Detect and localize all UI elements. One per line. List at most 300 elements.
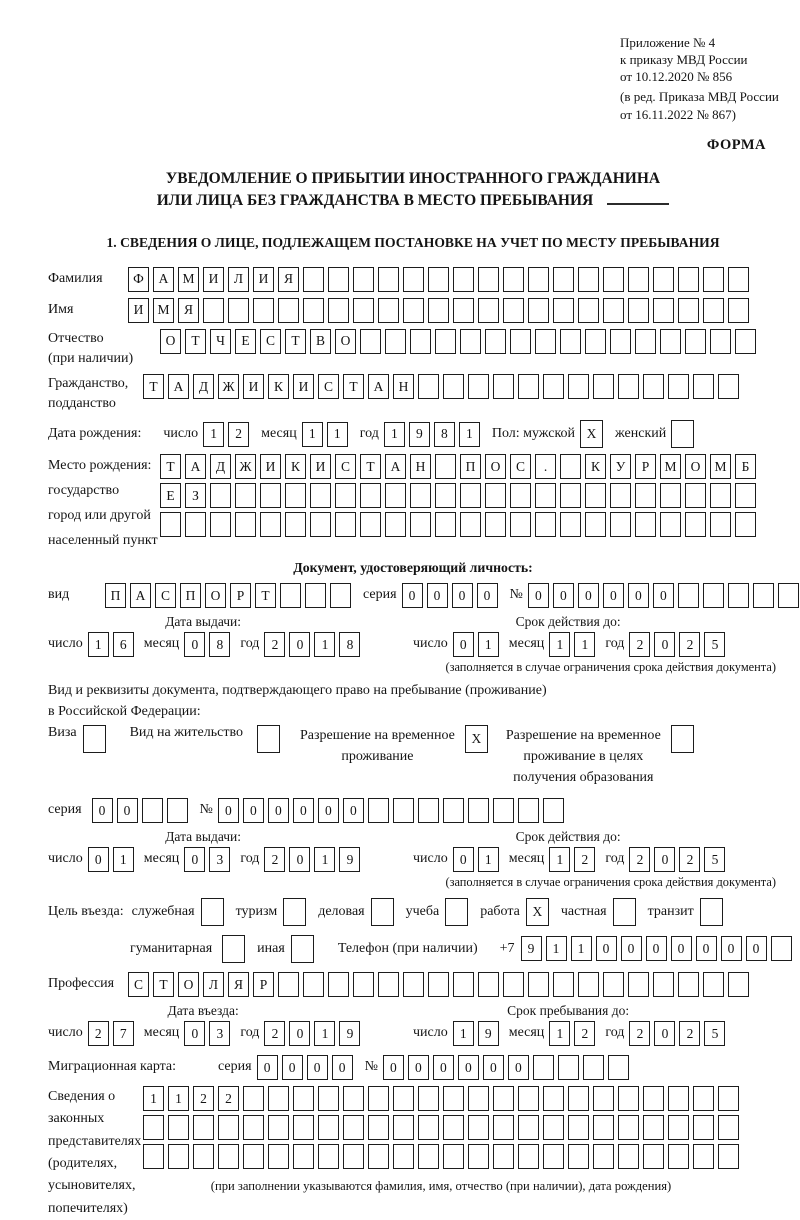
form-cell[interactable]: [435, 329, 456, 354]
form-cell[interactable]: [678, 267, 699, 292]
form-cell[interactable]: 0: [92, 798, 113, 823]
form-cell[interactable]: 0: [218, 798, 239, 823]
form-cell[interactable]: [618, 1086, 639, 1111]
form-cell[interactable]: [608, 1055, 629, 1080]
form-cell[interactable]: [143, 1144, 164, 1169]
form-cell[interactable]: [660, 483, 681, 508]
form-cell[interactable]: [578, 298, 599, 323]
form-cell[interactable]: 1: [314, 632, 335, 657]
form-cell[interactable]: [710, 483, 731, 508]
form-cell[interactable]: [635, 512, 656, 537]
form-cell[interactable]: А: [168, 374, 189, 399]
form-cell[interactable]: 0: [508, 1055, 529, 1080]
form-cell[interactable]: С: [318, 374, 339, 399]
form-cell[interactable]: [418, 798, 439, 823]
form-cell[interactable]: [193, 1115, 214, 1140]
form-cell[interactable]: 1: [571, 936, 592, 961]
form-cell[interactable]: 0: [603, 583, 624, 608]
form-cell[interactable]: [518, 798, 539, 823]
form-cell[interactable]: [378, 972, 399, 997]
form-cell[interactable]: 1: [143, 1086, 164, 1111]
form-cell[interactable]: 2: [679, 847, 700, 872]
form-cell[interactable]: [410, 329, 431, 354]
form-cell[interactable]: [693, 1086, 714, 1111]
form-cell[interactable]: 0: [268, 798, 289, 823]
form-cell[interactable]: [628, 267, 649, 292]
form-cell[interactable]: [418, 1115, 439, 1140]
form-cell[interactable]: [260, 512, 281, 537]
form-cell[interactable]: Т: [285, 329, 306, 354]
form-cell[interactable]: [328, 267, 349, 292]
form-cell[interactable]: [285, 512, 306, 537]
form-cell[interactable]: [303, 267, 324, 292]
form-cell[interactable]: [728, 267, 749, 292]
form-cell[interactable]: 0: [628, 583, 649, 608]
form-cell[interactable]: [735, 329, 756, 354]
form-cell[interactable]: [668, 374, 689, 399]
form-cell[interactable]: [528, 298, 549, 323]
form-cell[interactable]: [728, 972, 749, 997]
form-cell[interactable]: [543, 798, 564, 823]
form-cell[interactable]: [543, 1086, 564, 1111]
form-cell[interactable]: [222, 935, 245, 963]
form-cell[interactable]: 0: [289, 632, 310, 657]
form-cell[interactable]: 0: [483, 1055, 504, 1080]
form-cell[interactable]: 0: [671, 936, 692, 961]
form-cell[interactable]: [167, 798, 188, 823]
form-cell[interactable]: [703, 298, 724, 323]
form-cell[interactable]: [360, 329, 381, 354]
form-cell[interactable]: 1: [168, 1086, 189, 1111]
form-cell[interactable]: [443, 1115, 464, 1140]
form-cell[interactable]: М: [153, 298, 174, 323]
form-cell[interactable]: [168, 1115, 189, 1140]
form-cell[interactable]: 0: [646, 936, 667, 961]
form-cell[interactable]: 3: [209, 847, 230, 872]
form-cell[interactable]: [553, 972, 574, 997]
form-cell[interactable]: Н: [393, 374, 414, 399]
form-cell[interactable]: [335, 512, 356, 537]
form-cell[interactable]: [83, 725, 106, 753]
form-cell[interactable]: О: [205, 583, 226, 608]
form-cell[interactable]: [368, 798, 389, 823]
form-cell[interactable]: 0: [453, 632, 474, 657]
form-cell[interactable]: 0: [621, 936, 642, 961]
form-cell[interactable]: [318, 1144, 339, 1169]
form-cell[interactable]: Ф: [128, 267, 149, 292]
form-cell[interactable]: [735, 483, 756, 508]
form-cell[interactable]: Т: [255, 583, 276, 608]
form-cell[interactable]: [285, 483, 306, 508]
form-cell[interactable]: 2: [629, 1021, 650, 1046]
form-cell[interactable]: Я: [228, 972, 249, 997]
form-cell[interactable]: [360, 483, 381, 508]
form-cell[interactable]: [643, 1144, 664, 1169]
form-cell[interactable]: [453, 298, 474, 323]
form-cell[interactable]: [460, 329, 481, 354]
form-cell[interactable]: X: [580, 420, 603, 448]
form-cell[interactable]: [728, 583, 749, 608]
form-cell[interactable]: 1: [574, 632, 595, 657]
form-cell[interactable]: 5: [704, 632, 725, 657]
form-cell[interactable]: [278, 972, 299, 997]
form-cell[interactable]: 9: [521, 936, 542, 961]
form-cell[interactable]: 0: [654, 632, 675, 657]
form-cell[interactable]: [185, 512, 206, 537]
form-cell[interactable]: [353, 972, 374, 997]
form-cell[interactable]: [610, 329, 631, 354]
form-cell[interactable]: [653, 267, 674, 292]
form-cell[interactable]: [718, 374, 739, 399]
form-cell[interactable]: 5: [704, 1021, 725, 1046]
form-cell[interactable]: [593, 1086, 614, 1111]
form-cell[interactable]: [485, 329, 506, 354]
form-cell[interactable]: С: [155, 583, 176, 608]
form-cell[interactable]: С: [510, 454, 531, 479]
form-cell[interactable]: [385, 483, 406, 508]
form-cell[interactable]: С: [260, 329, 281, 354]
form-cell[interactable]: 0: [402, 583, 423, 608]
form-cell[interactable]: В: [310, 329, 331, 354]
form-cell[interactable]: [253, 298, 274, 323]
form-cell[interactable]: 0: [289, 1021, 310, 1046]
form-cell[interactable]: 3: [209, 1021, 230, 1046]
form-cell[interactable]: [685, 483, 706, 508]
form-cell[interactable]: [418, 1144, 439, 1169]
form-cell[interactable]: [435, 454, 456, 479]
form-cell[interactable]: [703, 583, 724, 608]
form-cell[interactable]: [718, 1115, 739, 1140]
form-cell[interactable]: А: [368, 374, 389, 399]
form-cell[interactable]: З: [185, 483, 206, 508]
form-cell[interactable]: Т: [143, 374, 164, 399]
form-cell[interactable]: Ж: [218, 374, 239, 399]
form-cell[interactable]: 0: [596, 936, 617, 961]
form-cell[interactable]: [493, 1144, 514, 1169]
form-cell[interactable]: С: [335, 454, 356, 479]
form-cell[interactable]: [193, 1144, 214, 1169]
form-cell[interactable]: [493, 374, 514, 399]
form-cell[interactable]: [343, 1086, 364, 1111]
form-cell[interactable]: [603, 298, 624, 323]
form-cell[interactable]: [293, 1144, 314, 1169]
form-cell[interactable]: [583, 1055, 604, 1080]
form-cell[interactable]: [693, 1144, 714, 1169]
form-cell[interactable]: [403, 972, 424, 997]
form-cell[interactable]: [568, 1144, 589, 1169]
form-cell[interactable]: [160, 512, 181, 537]
form-cell[interactable]: 8: [434, 422, 455, 447]
form-cell[interactable]: 0: [453, 847, 474, 872]
form-cell[interactable]: [771, 936, 792, 961]
form-cell[interactable]: [693, 374, 714, 399]
form-cell[interactable]: [510, 483, 531, 508]
form-cell[interactable]: [385, 512, 406, 537]
form-cell[interactable]: [318, 1086, 339, 1111]
form-cell[interactable]: [460, 483, 481, 508]
form-cell[interactable]: И: [260, 454, 281, 479]
form-cell[interactable]: [543, 1144, 564, 1169]
form-cell[interactable]: И: [243, 374, 264, 399]
form-cell[interactable]: 0: [293, 798, 314, 823]
form-cell[interactable]: .: [535, 454, 556, 479]
form-cell[interactable]: [518, 1115, 539, 1140]
form-cell[interactable]: [378, 298, 399, 323]
form-cell[interactable]: [533, 1055, 554, 1080]
form-cell[interactable]: 0: [117, 798, 138, 823]
form-cell[interactable]: [700, 898, 723, 926]
form-cell[interactable]: [468, 1115, 489, 1140]
form-cell[interactable]: 0: [477, 583, 498, 608]
form-cell[interactable]: [330, 583, 351, 608]
form-cell[interactable]: X: [526, 898, 549, 926]
form-cell[interactable]: 0: [427, 583, 448, 608]
form-cell[interactable]: [635, 483, 656, 508]
form-cell[interactable]: [210, 512, 231, 537]
form-cell[interactable]: 0: [383, 1055, 404, 1080]
form-cell[interactable]: Е: [235, 329, 256, 354]
form-cell[interactable]: Т: [343, 374, 364, 399]
form-cell[interactable]: [443, 374, 464, 399]
form-cell[interactable]: [142, 798, 163, 823]
form-cell[interactable]: О: [160, 329, 181, 354]
form-cell[interactable]: 0: [746, 936, 767, 961]
form-cell[interactable]: 0: [282, 1055, 303, 1080]
form-cell[interactable]: [560, 329, 581, 354]
form-cell[interactable]: 1: [327, 422, 348, 447]
form-cell[interactable]: [618, 374, 639, 399]
form-cell[interactable]: 0: [452, 583, 473, 608]
form-cell[interactable]: [393, 798, 414, 823]
form-cell[interactable]: 8: [209, 632, 230, 657]
form-cell[interactable]: [643, 1115, 664, 1140]
form-cell[interactable]: [668, 1144, 689, 1169]
form-cell[interactable]: [643, 374, 664, 399]
form-cell[interactable]: [553, 267, 574, 292]
form-cell[interactable]: Т: [160, 454, 181, 479]
form-cell[interactable]: [710, 512, 731, 537]
form-cell[interactable]: 2: [228, 422, 249, 447]
form-cell[interactable]: [445, 898, 468, 926]
form-cell[interactable]: Я: [278, 267, 299, 292]
form-cell[interactable]: [728, 298, 749, 323]
form-cell[interactable]: 1: [549, 632, 570, 657]
form-cell[interactable]: К: [268, 374, 289, 399]
form-cell[interactable]: [303, 298, 324, 323]
form-cell[interactable]: [318, 1115, 339, 1140]
form-cell[interactable]: С: [128, 972, 149, 997]
form-cell[interactable]: [753, 583, 774, 608]
form-cell[interactable]: 5: [704, 847, 725, 872]
form-cell[interactable]: [478, 972, 499, 997]
form-cell[interactable]: [291, 935, 314, 963]
form-cell[interactable]: [560, 454, 581, 479]
form-cell[interactable]: 2: [264, 1021, 285, 1046]
form-cell[interactable]: П: [460, 454, 481, 479]
form-cell[interactable]: 0: [318, 798, 339, 823]
form-cell[interactable]: [293, 1115, 314, 1140]
form-cell[interactable]: 0: [654, 1021, 675, 1046]
form-cell[interactable]: [618, 1115, 639, 1140]
form-cell[interactable]: [703, 267, 724, 292]
form-cell[interactable]: Ж: [235, 454, 256, 479]
form-cell[interactable]: Л: [203, 972, 224, 997]
form-cell[interactable]: 0: [433, 1055, 454, 1080]
form-cell[interactable]: [218, 1144, 239, 1169]
form-cell[interactable]: 1: [549, 1021, 570, 1046]
form-cell[interactable]: [735, 512, 756, 537]
form-cell[interactable]: [243, 1115, 264, 1140]
form-cell[interactable]: 1: [314, 847, 335, 872]
form-cell[interactable]: 7: [113, 1021, 134, 1046]
form-cell[interactable]: 1: [546, 936, 567, 961]
form-cell[interactable]: 0: [721, 936, 742, 961]
form-cell[interactable]: [635, 329, 656, 354]
form-cell[interactable]: [493, 798, 514, 823]
form-cell[interactable]: О: [335, 329, 356, 354]
form-cell[interactable]: [368, 1115, 389, 1140]
form-cell[interactable]: 2: [629, 632, 650, 657]
form-cell[interactable]: [310, 512, 331, 537]
form-cell[interactable]: 0: [184, 632, 205, 657]
form-cell[interactable]: [653, 298, 674, 323]
form-cell[interactable]: [585, 512, 606, 537]
form-cell[interactable]: 0: [578, 583, 599, 608]
form-cell[interactable]: [535, 483, 556, 508]
form-cell[interactable]: [243, 1144, 264, 1169]
form-cell[interactable]: [257, 725, 280, 753]
form-cell[interactable]: [535, 329, 556, 354]
form-cell[interactable]: [360, 512, 381, 537]
form-cell[interactable]: П: [180, 583, 201, 608]
form-cell[interactable]: [393, 1144, 414, 1169]
form-cell[interactable]: [393, 1115, 414, 1140]
form-cell[interactable]: [603, 972, 624, 997]
form-cell[interactable]: [243, 1086, 264, 1111]
form-cell[interactable]: [293, 1086, 314, 1111]
form-cell[interactable]: [628, 972, 649, 997]
form-cell[interactable]: К: [585, 454, 606, 479]
form-cell[interactable]: [671, 725, 694, 753]
form-cell[interactable]: А: [130, 583, 151, 608]
form-cell[interactable]: [353, 267, 374, 292]
form-cell[interactable]: 2: [679, 632, 700, 657]
form-cell[interactable]: [403, 267, 424, 292]
form-cell[interactable]: [668, 1115, 689, 1140]
form-cell[interactable]: [668, 1086, 689, 1111]
form-cell[interactable]: [203, 298, 224, 323]
form-cell[interactable]: [485, 512, 506, 537]
form-cell[interactable]: [553, 298, 574, 323]
form-cell[interactable]: Н: [410, 454, 431, 479]
form-cell[interactable]: [343, 1144, 364, 1169]
form-cell[interactable]: [568, 1086, 589, 1111]
form-cell[interactable]: [435, 512, 456, 537]
form-cell[interactable]: Л: [228, 267, 249, 292]
form-cell[interactable]: [428, 972, 449, 997]
form-cell[interactable]: 2: [629, 847, 650, 872]
form-cell[interactable]: [305, 583, 326, 608]
form-cell[interactable]: [678, 298, 699, 323]
form-cell[interactable]: 1: [549, 847, 570, 872]
form-cell[interactable]: 1: [302, 422, 323, 447]
form-cell[interactable]: 9: [409, 422, 430, 447]
form-cell[interactable]: [578, 972, 599, 997]
form-cell[interactable]: 9: [478, 1021, 499, 1046]
form-cell[interactable]: [428, 298, 449, 323]
form-cell[interactable]: 1: [384, 422, 405, 447]
form-cell[interactable]: [503, 267, 524, 292]
form-cell[interactable]: Д: [210, 454, 231, 479]
form-cell[interactable]: [310, 483, 331, 508]
form-cell[interactable]: 0: [653, 583, 674, 608]
form-cell[interactable]: М: [660, 454, 681, 479]
form-cell[interactable]: [671, 420, 694, 448]
form-cell[interactable]: О: [685, 454, 706, 479]
form-cell[interactable]: 0: [458, 1055, 479, 1080]
form-cell[interactable]: 0: [307, 1055, 328, 1080]
form-cell[interactable]: [283, 898, 306, 926]
form-cell[interactable]: 1: [478, 632, 499, 657]
form-cell[interactable]: Я: [178, 298, 199, 323]
form-cell[interactable]: [443, 798, 464, 823]
form-cell[interactable]: [493, 1115, 514, 1140]
form-cell[interactable]: [543, 1115, 564, 1140]
form-cell[interactable]: [610, 483, 631, 508]
form-cell[interactable]: 2: [679, 1021, 700, 1046]
form-cell[interactable]: 2: [574, 1021, 595, 1046]
form-cell[interactable]: [235, 483, 256, 508]
form-cell[interactable]: [368, 1086, 389, 1111]
form-cell[interactable]: [528, 267, 549, 292]
form-cell[interactable]: [718, 1086, 739, 1111]
form-cell[interactable]: [268, 1144, 289, 1169]
form-cell[interactable]: [218, 1115, 239, 1140]
form-cell[interactable]: [593, 1115, 614, 1140]
form-cell[interactable]: 8: [339, 632, 360, 657]
form-cell[interactable]: [468, 1144, 489, 1169]
form-cell[interactable]: [578, 267, 599, 292]
form-cell[interactable]: [280, 583, 301, 608]
form-cell[interactable]: 0: [289, 847, 310, 872]
form-cell[interactable]: [168, 1144, 189, 1169]
form-cell[interactable]: [653, 972, 674, 997]
form-cell[interactable]: [478, 298, 499, 323]
form-cell[interactable]: Р: [635, 454, 656, 479]
form-cell[interactable]: 0: [257, 1055, 278, 1080]
form-cell[interactable]: 0: [696, 936, 717, 961]
form-cell[interactable]: [368, 1144, 389, 1169]
form-cell[interactable]: 0: [332, 1055, 353, 1080]
form-cell[interactable]: [453, 972, 474, 997]
form-cell[interactable]: [328, 972, 349, 997]
form-cell[interactable]: П: [105, 583, 126, 608]
form-cell[interactable]: [558, 1055, 579, 1080]
form-cell[interactable]: [528, 972, 549, 997]
form-cell[interactable]: [568, 374, 589, 399]
form-cell[interactable]: [685, 329, 706, 354]
form-cell[interactable]: [560, 512, 581, 537]
form-cell[interactable]: [610, 512, 631, 537]
form-cell[interactable]: [228, 298, 249, 323]
form-cell[interactable]: [510, 329, 531, 354]
form-cell[interactable]: 2: [574, 847, 595, 872]
form-cell[interactable]: [593, 374, 614, 399]
form-cell[interactable]: [678, 583, 699, 608]
form-cell[interactable]: Ч: [210, 329, 231, 354]
form-cell[interactable]: [403, 298, 424, 323]
form-cell[interactable]: [485, 483, 506, 508]
